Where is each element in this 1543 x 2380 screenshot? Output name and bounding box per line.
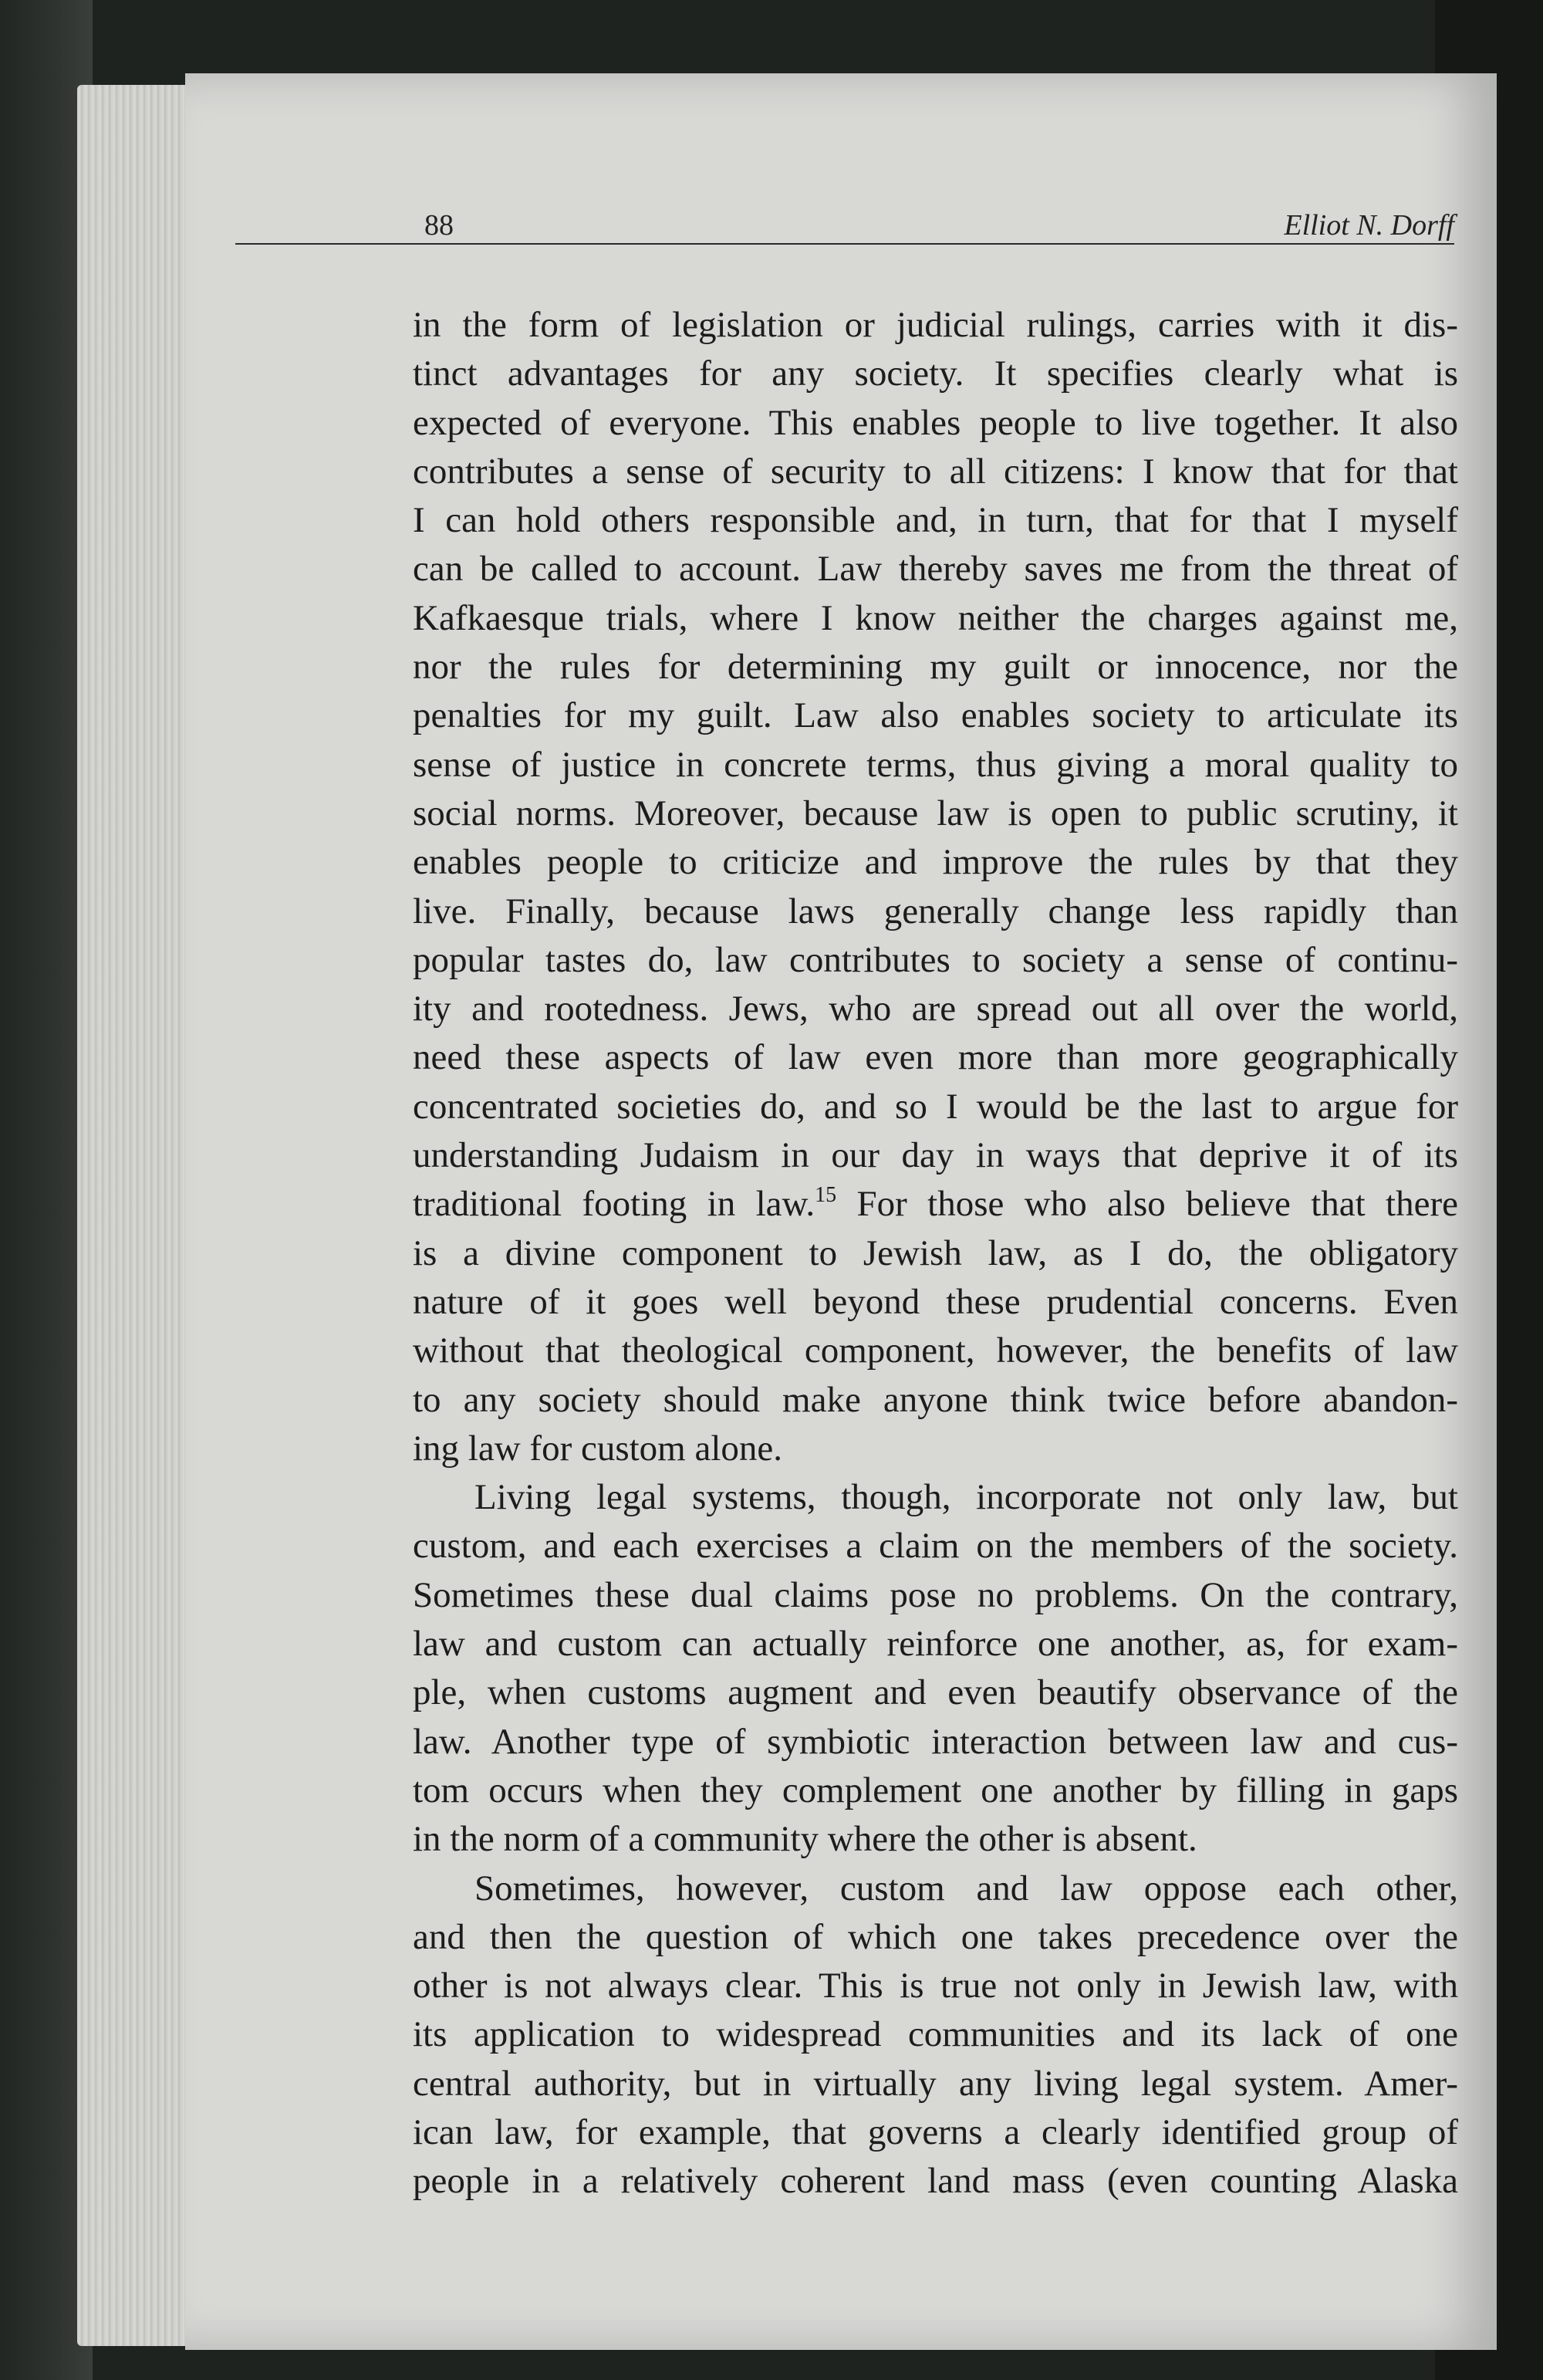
text-line: popular tastes do, law contributes to society a sense of continu- (413, 939, 1458, 980)
text-line: sense of justice in concrete terms, thus giving a moral quality to (413, 744, 1458, 785)
text-line: is a divine component to Jewish law, as I do, the obligatory (413, 1232, 1458, 1273)
text-line: can be called to account. Law thereby saves me from the threat of (413, 549, 1458, 590)
text-line: contributes a sense of security to all citizens: I know that for that (413, 451, 1458, 492)
text-line: ple, when customs augment and even beautify observance of the (413, 1672, 1458, 1713)
text-line: nor the rules for determining my guilt or innocence, nor the (413, 647, 1458, 688)
text-line: people in a relatively coherent land mass (even counting Alaska (413, 2161, 1458, 2202)
text-line: Living legal systems, though, incorporate not only law, but (474, 1477, 1458, 1518)
text-line: ican law, for example, that governs a clearly identified group of (413, 2111, 1458, 2152)
text-line: to any society should make anyone think twice before abandon- (413, 1379, 1458, 1420)
text-line: social norms. Moreover, because law is open to public scrutiny, it (413, 793, 1458, 833)
text-line: ing law for custom alone. (413, 1428, 783, 1469)
text-line-with-footnote (413, 1180, 1458, 1229)
text-line: enables people to criticize and improve the rules by that they (413, 842, 1458, 883)
text-line: Sometimes these dual claims pose no problems. On the contrary, (413, 1574, 1458, 1615)
text-line: central authority, but in virtually any living legal system. Amer- (413, 2063, 1458, 2104)
text-line: understanding Judaism in our day in ways that deprive it of its (413, 1135, 1458, 1176)
text-line: live. Finally, because laws generally change less rapidly than (413, 891, 1458, 931)
text-segment: For those who also believe that there (836, 1184, 1458, 1225)
text-line: tinct advantages for any society. It specifies clearly what is (413, 353, 1458, 394)
text-line: need these aspects of law even more than more geographically (413, 1037, 1458, 1078)
text-line: Sometimes, however, custom and law oppose each other, (474, 1868, 1458, 1908)
running-head: Elliot N. Dorff (1284, 209, 1454, 242)
text-line: Kafkaesque trials, where I know neither the charges against me, (413, 597, 1458, 638)
text-line: I can hold others responsible and, in turn, that for that I myself (413, 500, 1458, 541)
page-header (235, 197, 1454, 245)
text-line: custom, and each exercises a claim on the members of the society. (413, 1526, 1458, 1567)
text-line: law. Another type of symbiotic interaction between law and cus- (413, 1721, 1458, 1762)
text-line: other is not always clear. This is true not only in Jewish law, with (413, 1966, 1458, 2006)
text-line: without that theological component, however, the benefits of law (413, 1330, 1458, 1371)
text-line: in the norm of a community where the other is absent. (413, 1819, 1197, 1860)
footnote-marker: 15 (815, 1183, 837, 1208)
text-line: nature of it goes well beyond these prudential concerns. Even (413, 1281, 1458, 1322)
text-segment: traditional footing in law. (413, 1184, 815, 1225)
page-number: 88 (424, 209, 454, 242)
text-line: and then the question of which one takes precedence over the (413, 1916, 1458, 1957)
text-line: its application to widespread communities and its lack of one (413, 2014, 1458, 2055)
text-line: ity and rootedness. Jews, who are spread out all over the world, (413, 989, 1458, 1029)
text-line: expected of everyone. This enables people to live together. It also (413, 402, 1458, 443)
body-text (413, 301, 1458, 2206)
text-line: concentrated societies do, and so I would be the last to argue for (413, 1086, 1458, 1127)
text-line: penalties for my guilt. Law also enables society to articulate its (413, 695, 1458, 736)
text-line: tom occurs when they complement one another by filling in gaps (413, 1770, 1458, 1810)
page-stack-edges (77, 85, 201, 2346)
text-line: in the form of legislation or judicial rulings, carries with it dis- (413, 305, 1458, 345)
text-line: law and custom can actually reinforce one another, as, for exam- (413, 1624, 1458, 1665)
